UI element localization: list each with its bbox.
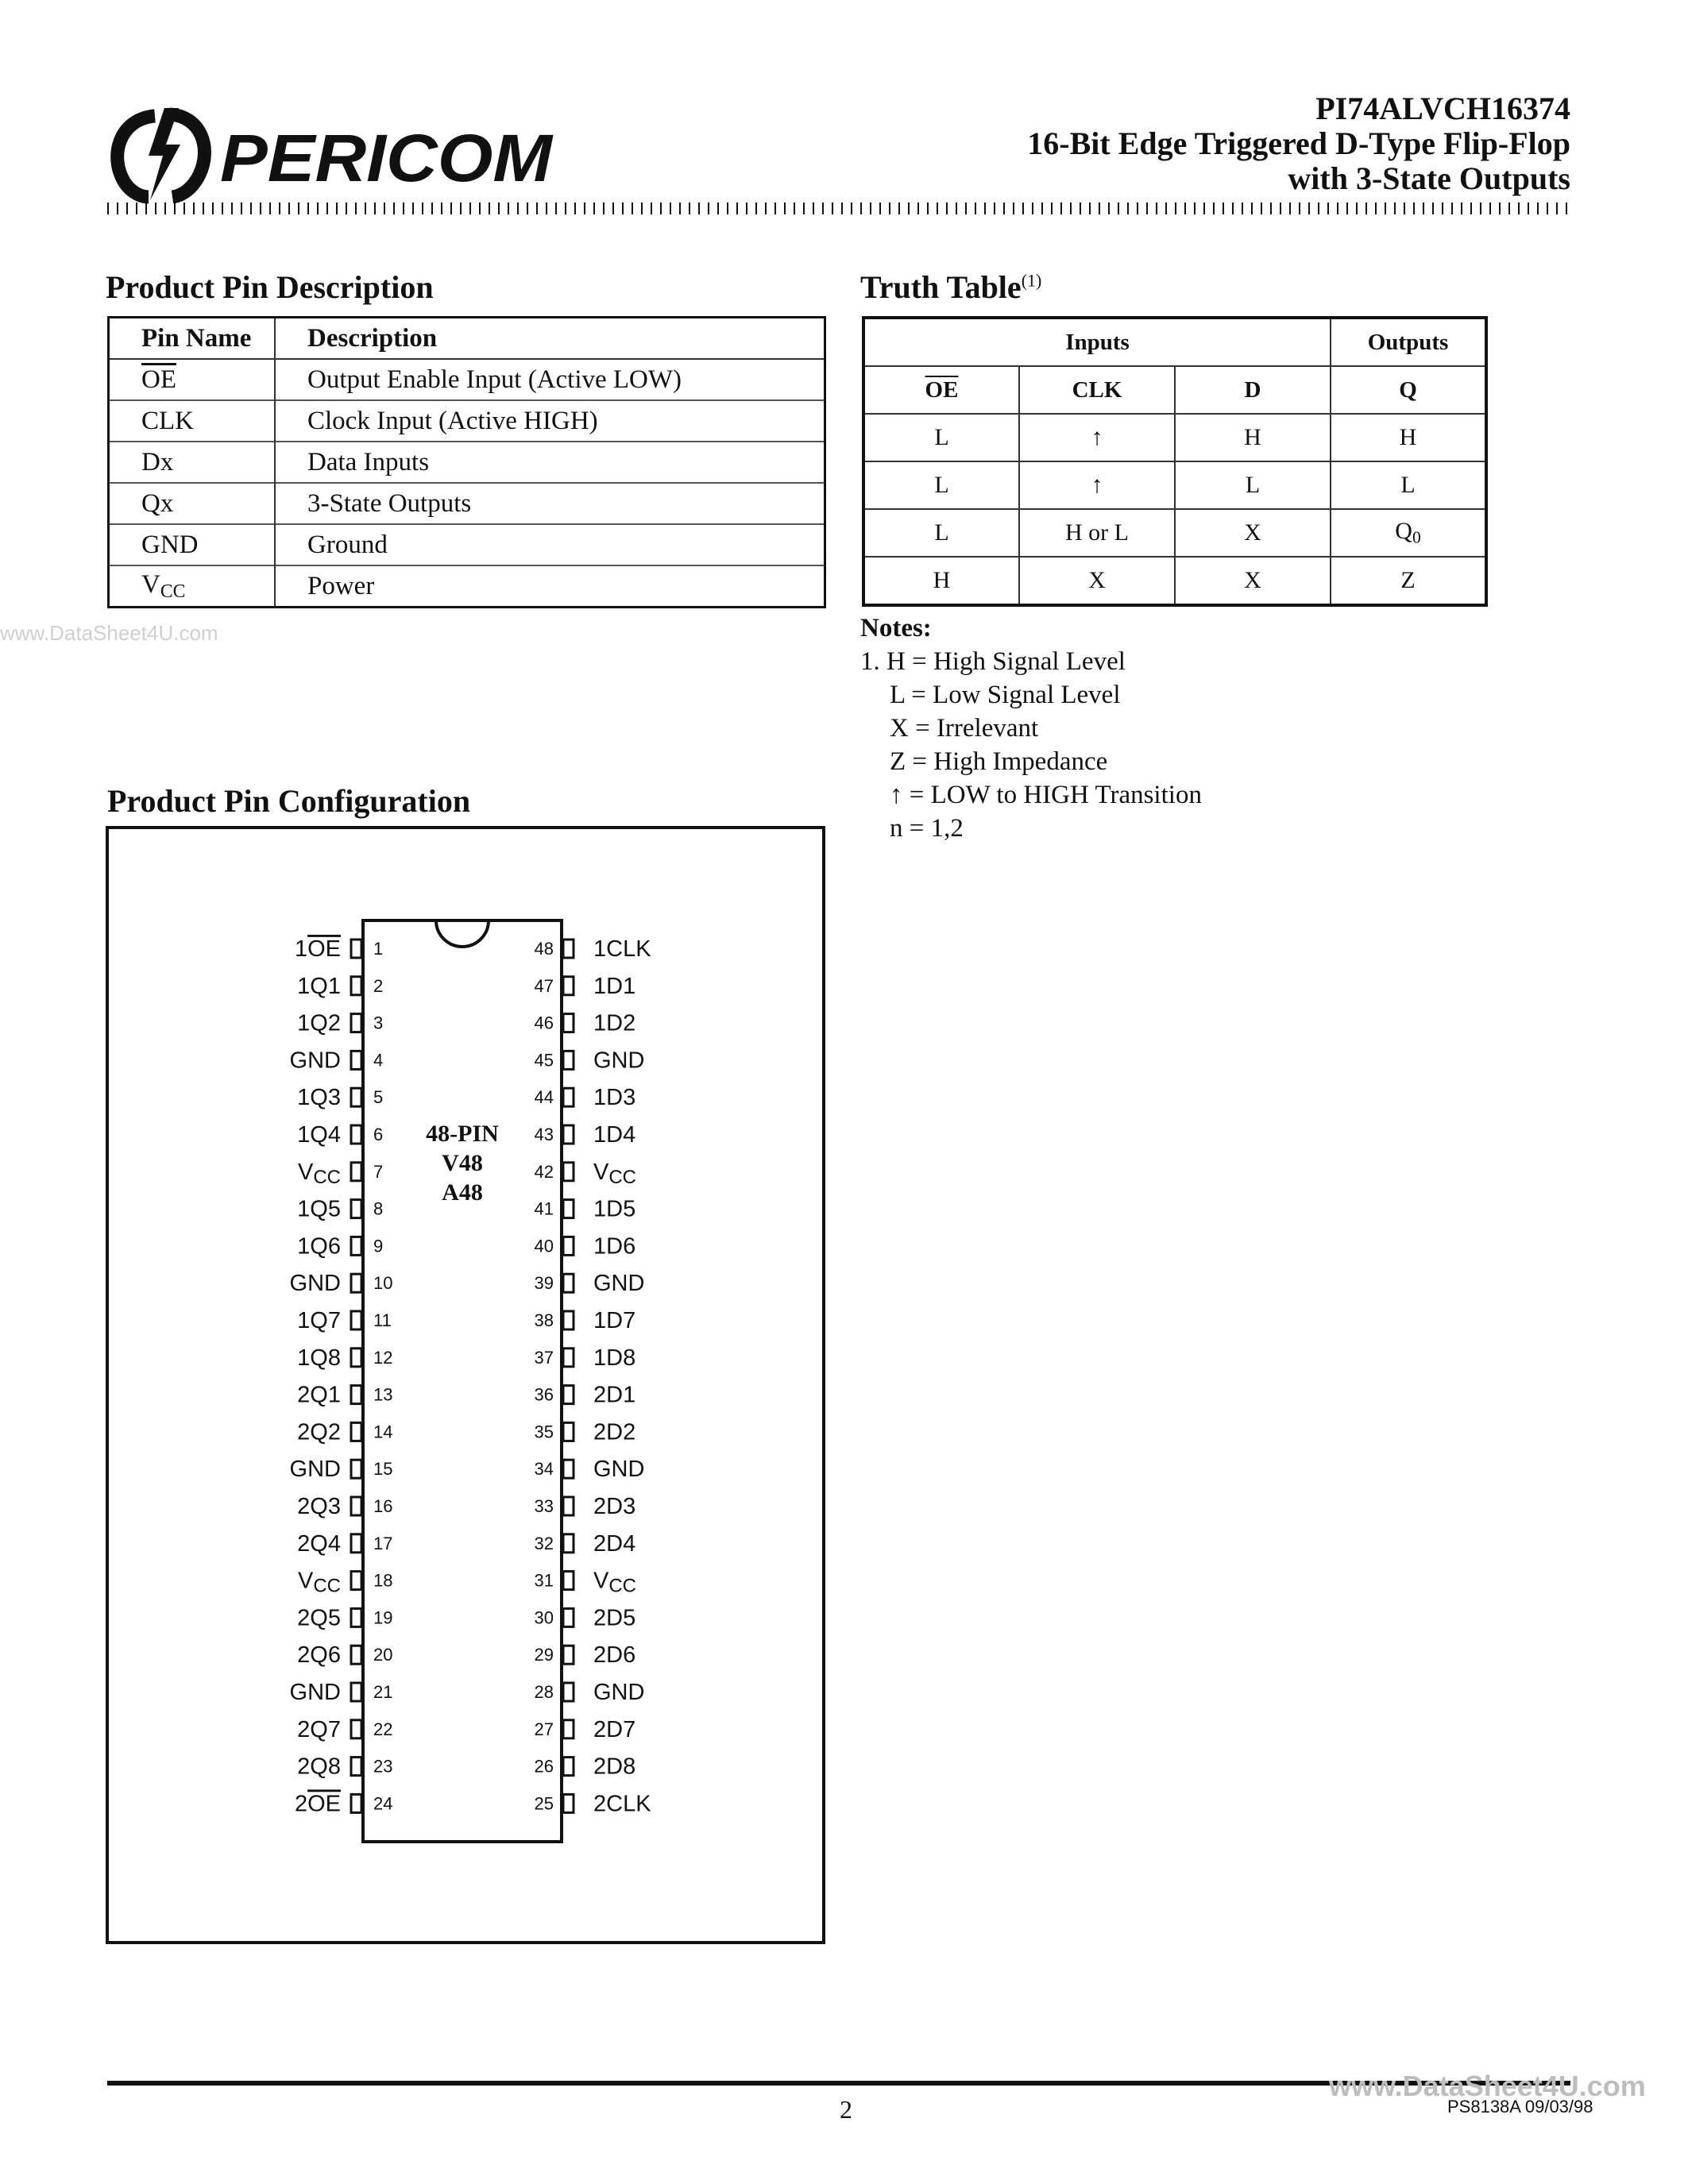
- pin-label-left: 1Q2: [297, 1010, 341, 1036]
- pin-configuration-diagram: [106, 826, 825, 1944]
- pin-number-right: 25: [534, 1793, 554, 1814]
- pin-label-left: 1Q1: [297, 973, 341, 999]
- pin-number-right: 38: [534, 1310, 554, 1330]
- pin-lead-right: [563, 1237, 574, 1255]
- table-row: [863, 557, 1486, 605]
- pin-name-cell: GND: [109, 524, 276, 565]
- pin-lead-right: [563, 1460, 574, 1478]
- pin-label-right: 2D7: [593, 1716, 636, 1742]
- pin-lead-right: [563, 1125, 574, 1144]
- pin-number-right: 35: [534, 1422, 554, 1442]
- pin-lead-left: [351, 1237, 361, 1255]
- footnote-ref: (1): [1021, 270, 1042, 291]
- pin-label-left: 2Q6: [297, 1642, 341, 1669]
- table-row: [109, 565, 825, 608]
- pin-label-left: 2Q7: [297, 1716, 341, 1742]
- rising-edge-arrow: ↑: [1019, 461, 1175, 509]
- ic-body: [363, 920, 562, 1842]
- ic-notch: [436, 920, 489, 947]
- pin-lead-right: [563, 1683, 574, 1701]
- table-header-row: [109, 318, 825, 360]
- pin-number-right: 39: [534, 1273, 554, 1294]
- pin-number-left: 3: [373, 1013, 384, 1033]
- pin-label-right: 2CLK: [593, 1791, 651, 1817]
- pin-description-title: Product Pin Description: [106, 269, 434, 305]
- pin-number-right: 37: [534, 1347, 554, 1368]
- pin-label-right: 1D6: [593, 1233, 636, 1260]
- pin-label-right: 1D5: [593, 1196, 636, 1222]
- pin-lead-left: [351, 1460, 361, 1478]
- cell: Z: [1331, 557, 1486, 605]
- pin-number-left: 20: [373, 1645, 393, 1665]
- pin-number-left: 24: [373, 1793, 393, 1814]
- pin-number-left: 21: [373, 1682, 393, 1702]
- pin-label-left: 1Q7: [297, 1308, 341, 1333]
- pin-number-left: 6: [373, 1125, 384, 1144]
- pin-lead-right: [563, 1088, 574, 1106]
- pin-lead-right: [563, 977, 574, 995]
- pin-label-right: 1D3: [593, 1085, 636, 1111]
- pin-lead-left: [351, 1683, 361, 1701]
- logo-wordmark: PERICOM: [220, 121, 554, 195]
- truth-table: [862, 316, 1488, 607]
- logo-mark: [118, 108, 205, 200]
- pin-label-right: 2D8: [593, 1754, 636, 1780]
- pin-lead-left: [351, 1311, 361, 1329]
- pin-configuration-title: Product Pin Configuration: [107, 783, 471, 819]
- pin-label-right: 1D7: [593, 1308, 636, 1333]
- pin-label-left: 1Q5: [297, 1196, 341, 1222]
- pin-number-right: 43: [534, 1125, 554, 1144]
- pin-label-left: 2Q5: [297, 1605, 341, 1631]
- pin-lead-right: [563, 1422, 574, 1441]
- pin-name-cell: Qx: [109, 483, 276, 524]
- pin-number-right: 26: [534, 1756, 554, 1777]
- pin-number-left: 12: [373, 1347, 393, 1368]
- pin-lead-left: [351, 1125, 361, 1144]
- table-row: [109, 359, 825, 400]
- pin-number-right: 36: [534, 1384, 554, 1405]
- pin-name-main: V: [141, 569, 160, 599]
- table-row: [109, 442, 825, 483]
- pin-label-right: 2D6: [593, 1642, 636, 1669]
- cell: L: [863, 461, 1019, 509]
- pin-lead-left: [351, 1572, 361, 1590]
- pin-label-right: 2D4: [593, 1530, 636, 1557]
- cell: L: [1175, 461, 1331, 509]
- description-cell: Power: [275, 565, 825, 608]
- pin-number-right: 31: [534, 1570, 554, 1591]
- cell: X: [1019, 557, 1175, 605]
- pin-label-right: VCC: [593, 1568, 637, 1597]
- document-code: PS8138A 09/03/98: [1447, 2097, 1593, 2116]
- pin-lead-right: [563, 1200, 574, 1218]
- col-d: D: [1175, 366, 1331, 414]
- truth-table-title-text: Truth Table: [860, 269, 1022, 305]
- pin-label-left: VCC: [297, 1159, 341, 1188]
- pin-number-right: 48: [534, 939, 554, 959]
- pin-lead-right: [563, 1051, 574, 1069]
- cell: L: [863, 509, 1019, 557]
- pin-lead-left: [351, 1534, 361, 1553]
- pin-number-right: 44: [534, 1087, 554, 1108]
- pin-lead-right: [563, 940, 574, 958]
- header-tick-rule: [107, 203, 1570, 214]
- pin-number-right: 30: [534, 1607, 554, 1628]
- pin-label-right: 1D8: [593, 1345, 636, 1371]
- truth-column-header: [863, 366, 1486, 414]
- pin-lead-right: [563, 1794, 574, 1812]
- pin-lead-left: [351, 1274, 361, 1292]
- table-row: [863, 461, 1486, 509]
- pin-number-left: 14: [373, 1422, 393, 1442]
- outputs-header: Outputs: [1331, 318, 1486, 366]
- pin-number-right: 32: [534, 1533, 554, 1553]
- pin-lead-right: [563, 1349, 574, 1367]
- col-description: Description: [275, 318, 825, 360]
- pin-lead-left: [351, 1051, 361, 1069]
- pin-number-left: 13: [373, 1384, 393, 1405]
- pin-number-left: 1: [373, 939, 384, 959]
- pin-label-left: GND: [289, 1680, 341, 1705]
- notes: [860, 612, 1202, 845]
- table-row: [109, 524, 825, 565]
- pin-number-right: 29: [534, 1645, 554, 1665]
- note-line: 1. H = High Signal Level: [860, 647, 1126, 676]
- pin-lead-right: [563, 1163, 574, 1181]
- pin-lead-left: [351, 977, 361, 995]
- pin-number-left: 4: [373, 1050, 384, 1071]
- oe-header: $\overline{OE}$: [925, 376, 959, 403]
- pin-label-left: 1Q6: [297, 1233, 341, 1260]
- package-label: V48: [442, 1150, 483, 1176]
- cell: H or L: [1019, 509, 1175, 557]
- pin-label-right: GND: [593, 1680, 645, 1705]
- pin-lead-right: [563, 1720, 574, 1738]
- pin-lead-left: [351, 1349, 361, 1367]
- pin-name-cell: Dx: [109, 442, 276, 483]
- pin-label-left: GND: [289, 1048, 341, 1074]
- pin-number-left: 5: [373, 1087, 384, 1108]
- pin-label-left: 1Q3: [297, 1085, 341, 1111]
- pin-number-right: 34: [534, 1459, 554, 1480]
- pin-number-right: 42: [534, 1161, 554, 1182]
- pin-lead-left: [351, 1200, 361, 1218]
- pin-number-left: 9: [373, 1236, 384, 1256]
- pin-number-right: 41: [534, 1198, 554, 1219]
- pin-number-right: 40: [534, 1236, 554, 1256]
- pin-lead-left: [351, 1646, 361, 1664]
- package-label: A48: [442, 1179, 483, 1206]
- pin-number-left: 23: [373, 1756, 393, 1777]
- pin-label-right: 1CLK: [593, 936, 651, 962]
- pin-number-left: 2: [373, 975, 384, 996]
- pin-lead-left: [351, 1720, 361, 1738]
- doc-title-line2: with 3-State Outputs: [1288, 160, 1570, 196]
- description-cell: Clock Input (Active HIGH): [275, 400, 825, 442]
- pin-lead-right: [563, 1014, 574, 1032]
- pin-label-left: VCC: [297, 1568, 341, 1597]
- pericom-logo: [107, 102, 560, 205]
- pin-number-left: 15: [373, 1459, 393, 1480]
- cell: H: [1331, 414, 1486, 461]
- ic-package-svg: [109, 829, 822, 1941]
- pin-number-left: 10: [373, 1273, 393, 1294]
- pin-label-right: GND: [593, 1271, 645, 1297]
- pin-label-left: 2Q2: [297, 1419, 341, 1445]
- pin-label-right: 2D3: [593, 1494, 636, 1519]
- pin-lead-right: [563, 1758, 574, 1776]
- pin-lead-right: [563, 1646, 574, 1664]
- pin-label-left: GND: [289, 1457, 341, 1483]
- pin-lead-left: [351, 1014, 361, 1032]
- pin-label-right: 1D1: [593, 973, 636, 999]
- pin-number-left: 7: [373, 1161, 384, 1182]
- pin-number-right: 47: [534, 975, 554, 996]
- cell: L: [1331, 461, 1486, 509]
- table-row: [863, 414, 1486, 461]
- note-line: X = Irrelevant: [890, 714, 1039, 743]
- note-line: n = 1,2: [890, 814, 964, 843]
- pin-number-left: 8: [373, 1198, 384, 1219]
- cell: X: [1175, 557, 1331, 605]
- pin-number-right: 46: [534, 1013, 554, 1033]
- pin-label-right: VCC: [593, 1159, 637, 1188]
- page-number: 2: [840, 2095, 852, 2124]
- pin-label-left: 1Q8: [297, 1345, 341, 1371]
- cell: [1331, 509, 1486, 557]
- watermark: www.DataSheet4U.com: [0, 621, 218, 645]
- package-label: 48-PIN: [426, 1121, 499, 1147]
- inputs-header: Inputs: [863, 318, 1331, 366]
- cell: H: [1175, 414, 1331, 461]
- pin-label-right: 1D2: [593, 1010, 636, 1036]
- pin-name-cell: [109, 359, 276, 400]
- table-row: [863, 509, 1486, 557]
- rising-edge-arrow: ↑: [1019, 414, 1175, 461]
- col-oe: [863, 366, 1019, 414]
- pin-lead-right: [563, 1386, 574, 1404]
- pin-label-right: GND: [593, 1457, 645, 1483]
- pin-lead-left: [351, 1497, 361, 1515]
- pin-lead-left: [351, 1758, 361, 1776]
- q0-subscript: 0: [1412, 527, 1421, 547]
- pin-number-left: 18: [373, 1570, 393, 1591]
- pin-name-cell: CLK: [109, 400, 276, 442]
- note-line: ↑ = LOW to HIGH Transition: [890, 781, 1202, 809]
- doc-title-line1: 16-Bit Edge Triggered D-Type Flip-Flop: [1027, 125, 1570, 161]
- pin-number-right: 28: [534, 1682, 554, 1702]
- pin-name: $\overline{OE}$: [141, 365, 176, 394]
- description-cell: Output Enable Input (Active LOW): [275, 359, 825, 400]
- pin-lead-left: [351, 1794, 361, 1812]
- pin-label-left: 1Q4: [297, 1122, 341, 1148]
- col-clk: CLK: [1019, 366, 1175, 414]
- pin-lead-right: [563, 1608, 574, 1626]
- pin-number-left: 22: [373, 1719, 393, 1739]
- description-cell: Data Inputs: [275, 442, 825, 483]
- pin-number-right: 27: [534, 1719, 554, 1739]
- pin-label-left: 2Q3: [297, 1494, 341, 1519]
- pin-label-left: 2Q4: [297, 1530, 341, 1557]
- pin-number-right: 45: [534, 1050, 554, 1071]
- description-cell: Ground: [275, 524, 825, 565]
- pin-label-left: GND: [289, 1271, 341, 1297]
- pin-label-right: GND: [593, 1048, 645, 1074]
- q0-main: Q: [1395, 518, 1412, 545]
- pin-lead-right: [563, 1534, 574, 1553]
- truth-table-title: [860, 268, 1041, 306]
- pin-number-left: 19: [373, 1607, 393, 1628]
- pin-lead-left: [351, 1163, 361, 1181]
- table-row: [109, 483, 825, 524]
- note-line: Z = High Impedance: [890, 747, 1108, 776]
- description-cell: 3-State Outputs: [275, 483, 825, 524]
- truth-group-header: [863, 318, 1486, 366]
- pin-lead-right: [563, 1497, 574, 1515]
- pin-name-subscript: CC: [160, 581, 186, 602]
- pin-name-cell: [109, 565, 276, 608]
- pin-number-left: 11: [373, 1310, 392, 1330]
- pin-label-left: 2OE: [294, 1791, 341, 1817]
- pin-label-left: 2Q1: [297, 1382, 341, 1408]
- pin-description-table: [107, 316, 826, 608]
- col-q: Q: [1331, 366, 1486, 414]
- cell: X: [1175, 509, 1331, 557]
- pin-number-left: 17: [373, 1533, 393, 1553]
- pin-lead-right: [563, 1274, 574, 1292]
- col-pin-name: Pin Name: [109, 318, 276, 360]
- pin-label-left: 2Q8: [297, 1754, 341, 1780]
- cell: L: [863, 414, 1019, 461]
- pin-label-right: 2D1: [593, 1382, 636, 1408]
- pin-lead-right: [563, 1572, 574, 1590]
- pin-lead-left: [351, 1608, 361, 1626]
- pin-lead-left: [351, 1422, 361, 1441]
- pin-lead-right: [563, 1311, 574, 1329]
- pin-label-right: 1D4: [593, 1122, 636, 1148]
- part-number: PI74ALVCH16374: [1315, 91, 1570, 126]
- footer-website-watermark: www.DataSheet4U.com: [1329, 2070, 1646, 2102]
- notes-title: Notes:: [860, 614, 932, 642]
- pin-label-left: 1OE: [294, 936, 341, 962]
- pin-lead-left: [351, 1088, 361, 1106]
- pin-lead-left: [351, 940, 361, 958]
- table-row: [109, 400, 825, 442]
- pin-number-right: 33: [534, 1496, 554, 1516]
- pin-label-right: 2D5: [593, 1605, 636, 1631]
- pin-label-right: 2D2: [593, 1419, 636, 1445]
- note-line: L = Low Signal Level: [890, 681, 1121, 709]
- cell: H: [863, 557, 1019, 605]
- pin-number-left: 16: [373, 1496, 393, 1516]
- pin-lead-left: [351, 1386, 361, 1404]
